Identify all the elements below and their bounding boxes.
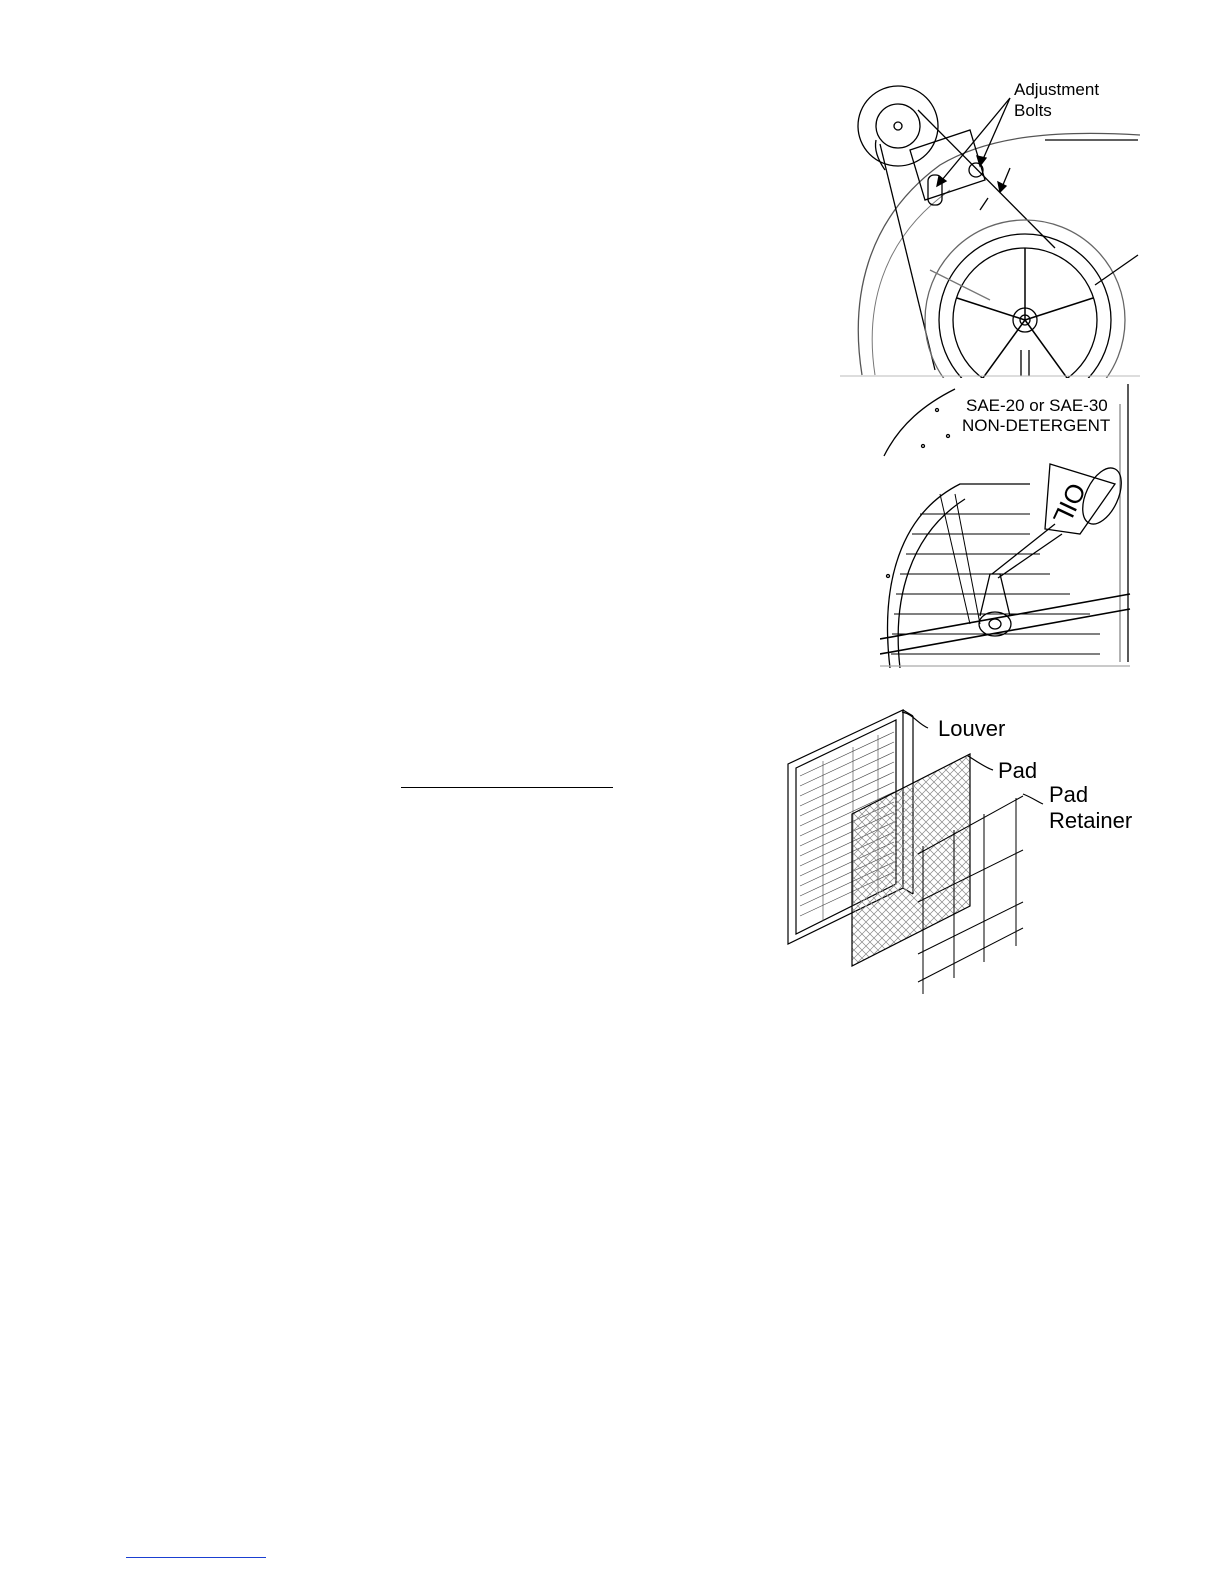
pad-retainer-label-line1: Pad <box>1049 782 1089 807</box>
belt-adjustment-figure <box>840 70 1140 378</box>
pad-label: Pad <box>998 758 1038 783</box>
oil-spec-line1: SAE-20 or SAE-30 <box>966 396 1108 415</box>
oil-spec-line2: NON-DETERGENT <box>962 416 1111 435</box>
adjustment-bolts-callout-line2: Bolts <box>1014 101 1052 120</box>
belt-adjustment-drawing <box>840 70 1140 378</box>
oil-can-label: OIL <box>1047 478 1092 530</box>
link-underline[interactable] <box>126 1557 266 1558</box>
pad-assembly-drawing <box>778 706 1138 998</box>
underline-rule <box>401 787 613 788</box>
oiling-figure <box>880 384 1140 668</box>
pad-assembly-figure <box>778 706 1138 998</box>
pad-retainer-label-line2: Retainer <box>1049 808 1133 833</box>
adjustment-bolts-callout-line1: Adjustment <box>1014 80 1100 99</box>
louver-label: Louver <box>938 716 1006 741</box>
